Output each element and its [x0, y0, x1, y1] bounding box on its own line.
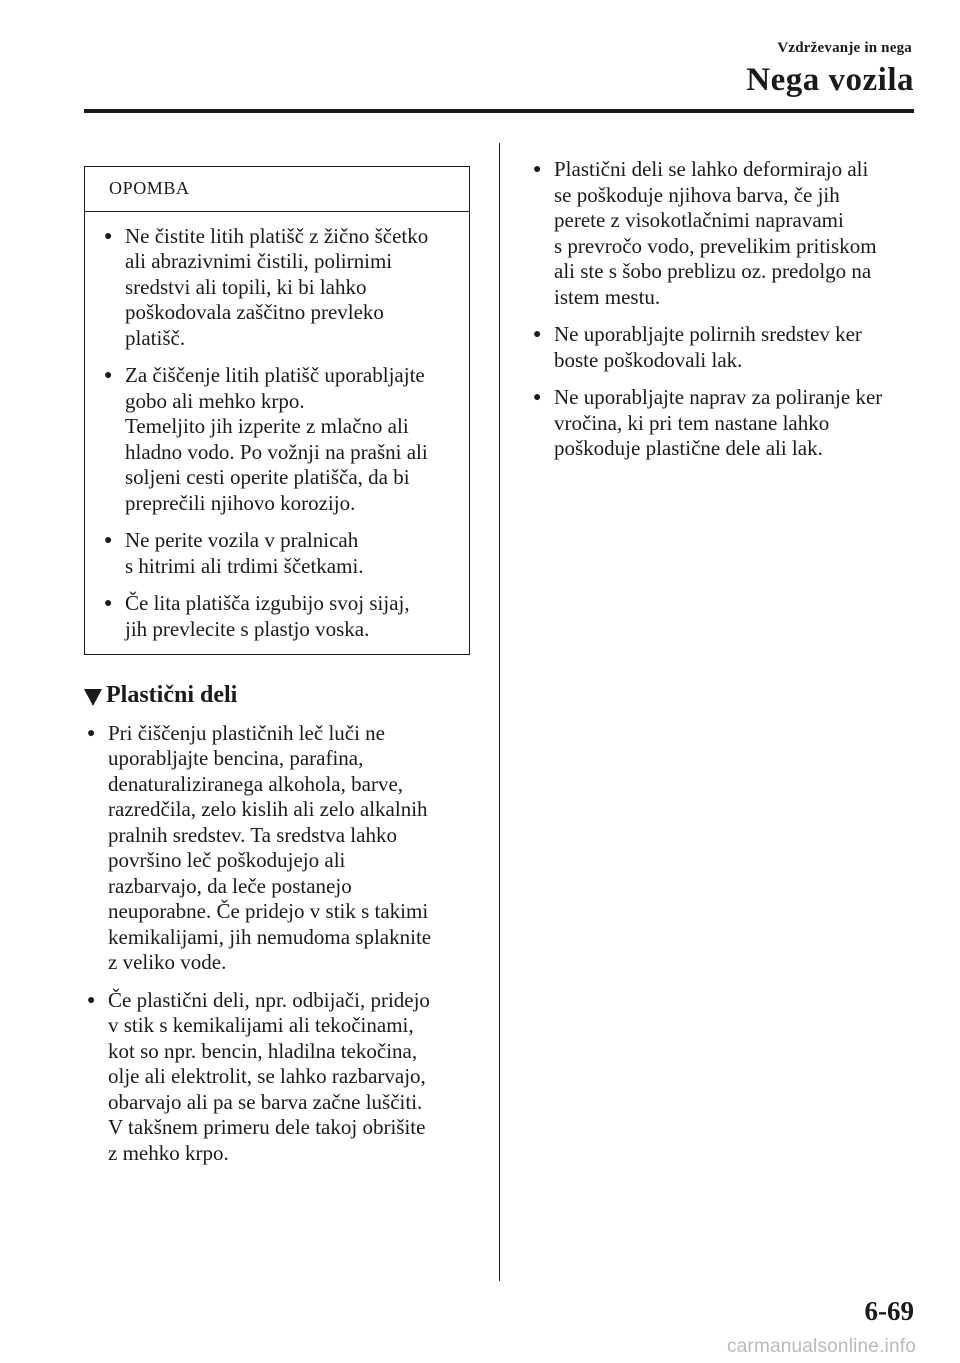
- list-item: [101, 591, 459, 642]
- bullet-icon: ●: [533, 390, 542, 405]
- bullet-icon: ●: [104, 533, 113, 548]
- note-list: [101, 224, 459, 643]
- right-item-text: Plastični deli se lahko deformirajo ali se poškoduje njihova barva, če jih perete z visokotlačnimi napravami s prevročo vodo, prevelikim pritiskom ali ste s šobo preblizu oz. predolgo na istem mestu.: [554, 157, 877, 309]
- header-rule: [84, 109, 914, 113]
- bullet-icon: ●: [104, 368, 113, 383]
- watermark: carmanualsonline.info: [726, 1336, 916, 1357]
- left-column: [84, 166, 470, 1166]
- note-label: OPOMBA: [85, 167, 469, 212]
- list-item: [101, 363, 459, 516]
- right-list: [530, 157, 916, 462]
- right-column: [530, 157, 916, 462]
- list-item: [101, 528, 459, 579]
- running-header-title: Nega vozila: [746, 62, 914, 98]
- note-box: [84, 166, 470, 655]
- section-item-text: Če plastični deli, npr. odbijači, pridejo v stik s kemikalijami ali tekočinami, kot so npr. bencin, hladilna tekočina, olje ali elektrolit, se lahko razbarvajo, obarvajo ali pa se barva začne luščiti. V takšnem primeru dele takoj obrišite z mehko krpo.: [108, 987, 430, 1165]
- right-item-text: Ne uporabljajte polirnih sredstev ker boste poškodovali lak.: [554, 322, 862, 372]
- bullet-icon: ●: [104, 596, 113, 611]
- section-title: Plastični deli: [106, 682, 238, 708]
- note-body: [85, 212, 469, 655]
- column-divider: [499, 143, 500, 1281]
- page-number: 6-69: [864, 1296, 914, 1326]
- running-header-section: Vzdrževanje in nega: [777, 40, 912, 56]
- list-item: [101, 224, 459, 352]
- note-item-text: Ne čistite litih platišč z žično ščetko ali abrazivnimi čistili, polirnimi sredstvi ali topili, ki bi lahko poškodovala zaščitno prevleko platišč.: [125, 223, 429, 350]
- bullet-icon: ●: [104, 228, 113, 244]
- bullet-icon: ●: [533, 162, 542, 177]
- section-list: [84, 721, 470, 1167]
- bullet-icon: ●: [533, 327, 542, 342]
- right-item-text: Ne uporabljajte naprav za poliranje ker vročina, ki pri tem nastane lahko poškoduje plastične dele ali lak.: [554, 385, 883, 460]
- list-item: [84, 721, 470, 976]
- triangle-down-icon: [84, 689, 102, 706]
- bullet-icon: ●: [87, 992, 96, 1008]
- bullet-icon: ●: [87, 725, 96, 741]
- list-item: [530, 385, 916, 462]
- note-item-text: Če lita platišča izgubijo svoj sijaj, jih prevlecite s plastjo voska.: [125, 591, 410, 641]
- note-item-text: Ne perite vozila v pralnicah s hitrimi ali trdimi ščetkami.: [125, 528, 364, 578]
- list-item: [530, 157, 916, 310]
- list-item: [530, 322, 916, 373]
- list-item: [84, 988, 470, 1167]
- section-heading: [84, 683, 470, 709]
- section-item-text: Pri čiščenju plastičnih leč luči ne uporabljajte bencina, parafina, denaturaliziranega alkohola, barve, razredčila, zelo kislih ali zelo alkalnih pralnih sredstev. Ta sredstva lahko površino leč poškodujejo ali razbarvajo, da leče postanejo neuporabne. Če pridejo v stik s takimi kemikalijami, jih nemudoma splaknite z veliko vode.: [108, 720, 432, 974]
- note-item-text: Za čiščenje litih platišč uporabljajte gobo ali mehko krpo. Temeljito jih izperite z mlačno ali hladno vodo. Po vožnji na prašni ali soljeni cesti operite platišča, da bi preprečili njihovo korozijo.: [125, 363, 428, 515]
